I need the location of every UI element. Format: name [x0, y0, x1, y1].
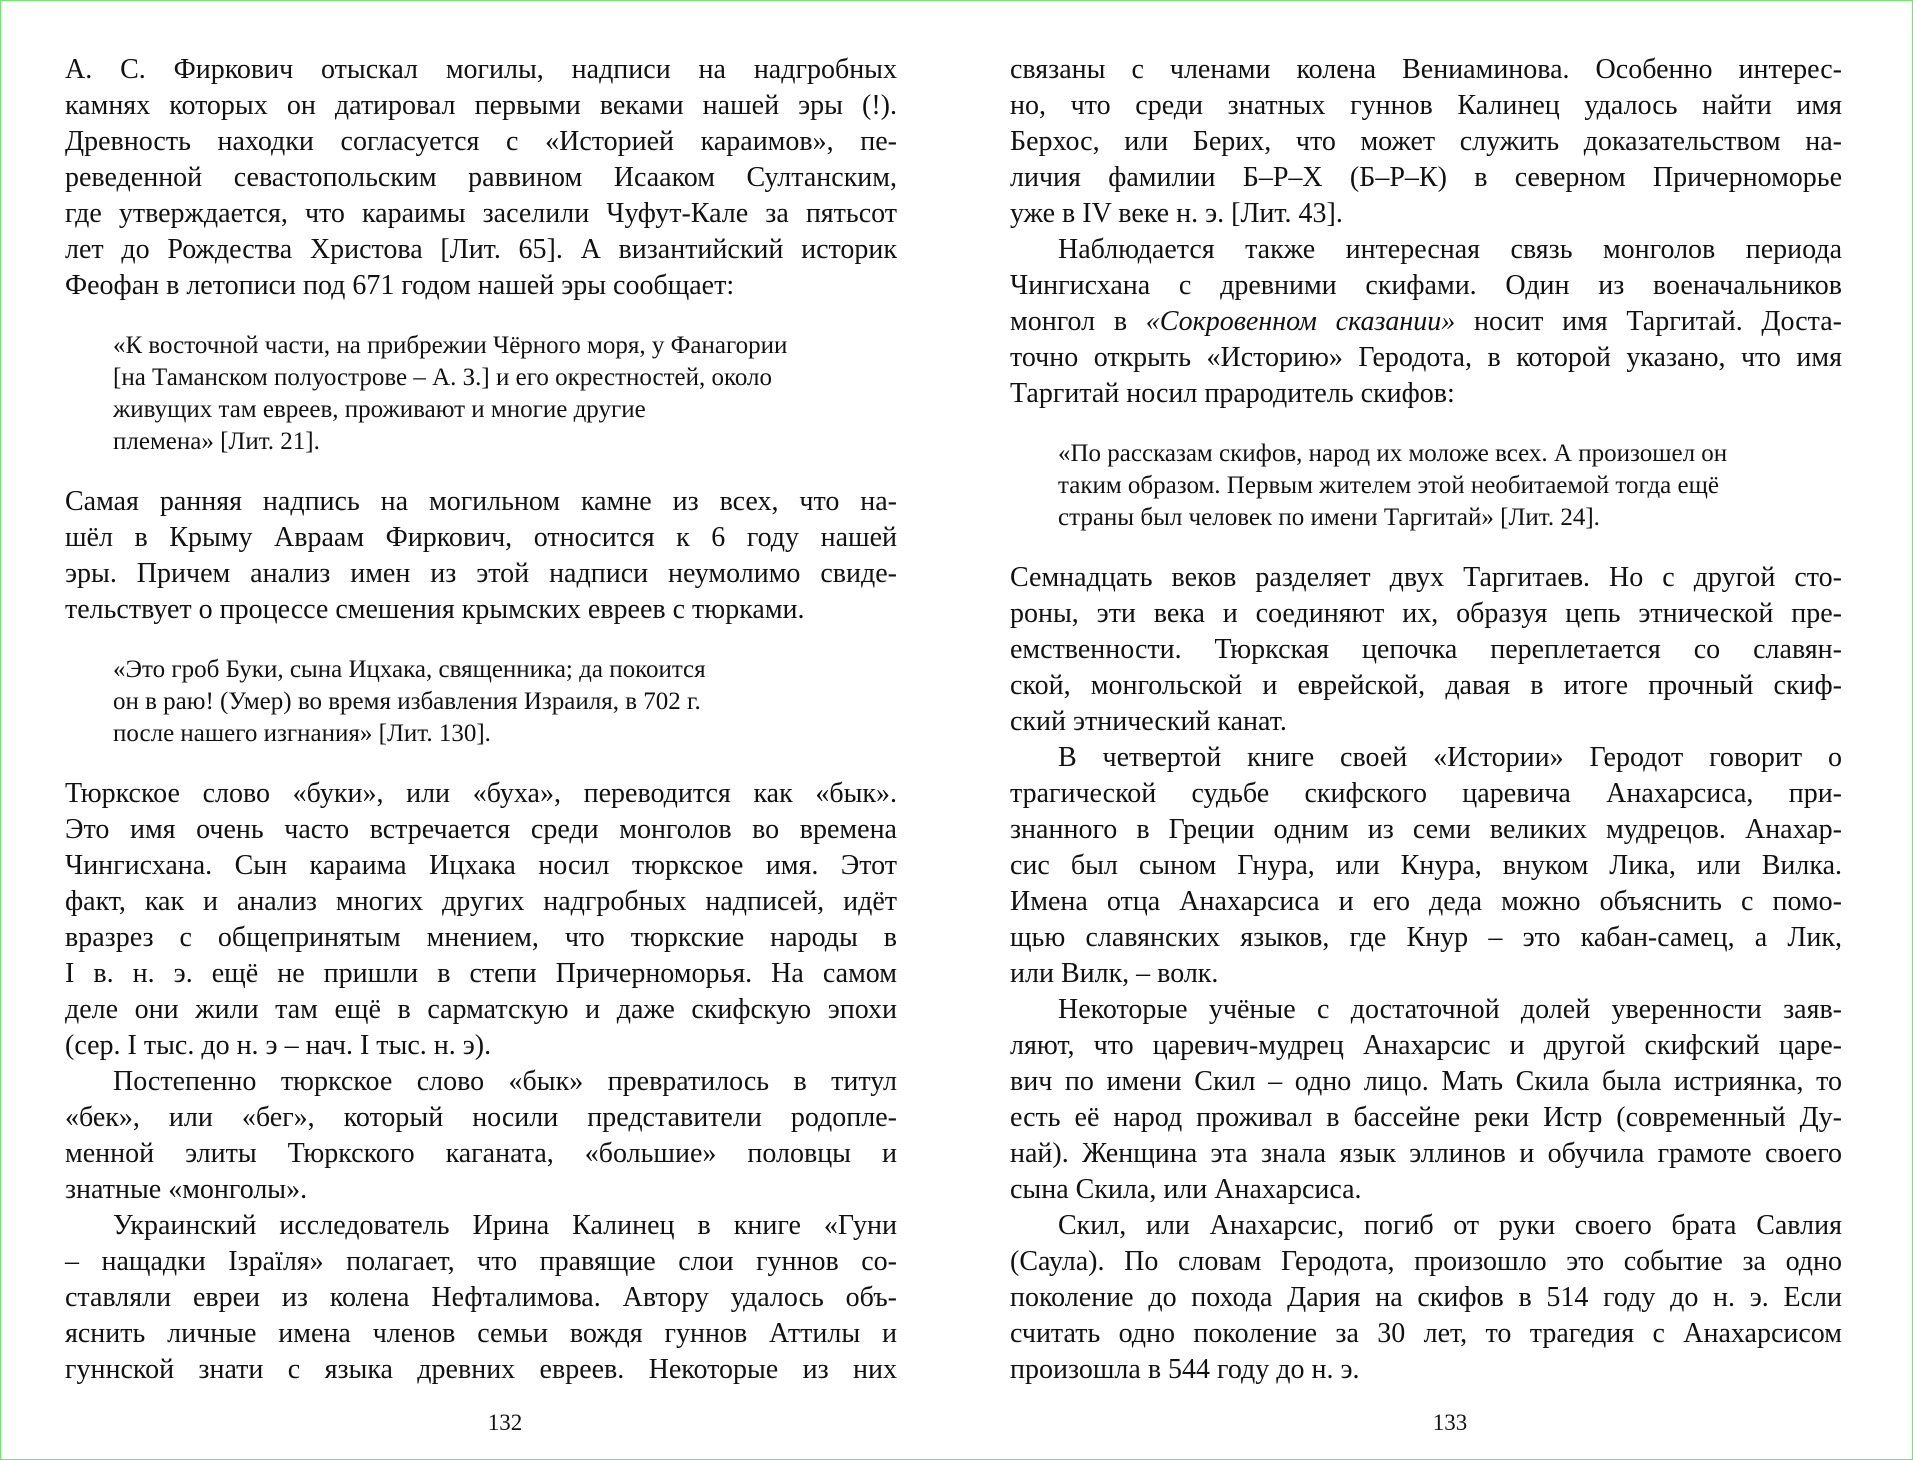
text-line — [1010, 304, 1842, 340]
text-line: вич по имени Скил – одно лицо. Мать Скила была истриянка, то — [1010, 1066, 1842, 1097]
text-line: Чингисхана с древними скифами. Один из военачальников — [1010, 270, 1842, 301]
block-quote — [1058, 438, 1842, 534]
text-line: Имена отца Анахарсиса и его деда можно объяснить с помо- — [1010, 886, 1842, 917]
text-line: Древность находки согласуется с «Историей караимов», пе- — [65, 126, 897, 157]
text-line: личия фамилии Б–Р–Х (Б–Р–К) в северном Причерноморье — [1010, 162, 1842, 193]
text-line: но, что среди знатных гуннов Калинец удалось найти имя — [1010, 90, 1842, 121]
text-line: трагической судьбе скифского царевича Анахарсиса, при- — [1010, 778, 1842, 809]
text-line: сис был сыном Гнура, или Кнура, внуком Лика, или Вилка. — [1010, 850, 1842, 881]
text-line: шёл в Крыму Авраам Фиркович, относится к 6 году нашей — [65, 522, 897, 553]
text-line: «К восточной части, на прибрежии Чёрного моря, у Фанагории — [113, 332, 788, 359]
text-line: реведенной севастопольским раввином Исааком Султанским, — [65, 162, 897, 193]
paragraph — [1010, 992, 1842, 1208]
text-line: считать одно поколение за 30 лет, то трагедия с Анахарсисом — [1010, 1318, 1842, 1349]
paragraph — [1010, 560, 1842, 740]
text-line: Наблюдается также интересная связь монголов периода — [1058, 234, 1842, 265]
left-page-text — [65, 52, 897, 1388]
text-line: тельствует о процессе смешения крымских евреев с тюрками. — [65, 594, 805, 625]
text-segment: монгол в — [1010, 306, 1146, 337]
text-line: ставляли евреи из колена Нефталимова. Автору удалось объ- — [65, 1282, 897, 1313]
text-line: он в раю! (Умер) во время избавления Израиля, в 702 г. — [113, 688, 701, 715]
text-line: – нащадки Ізраїля» полагает, что правящие слои гуннов со- — [65, 1246, 897, 1277]
text-line: Берхос, или Берих, что может служить доказательством на- — [1010, 126, 1842, 157]
text-line: яснить личные имена членов семьи вождя гуннов Аттилы и — [65, 1318, 897, 1349]
paragraph — [1010, 232, 1842, 412]
text-line: Феофан в летописи под 671 годом нашей эры сообщает: — [65, 270, 735, 301]
text-line: Чингисхана. Сын караима Ицхака носил тюркское имя. Этот — [65, 850, 897, 881]
right-page-text — [1010, 52, 1842, 1388]
text-line: най). Женщина эта знала язык эллинов и обучила грамоте своего — [1010, 1138, 1842, 1169]
text-line: Это имя очень часто встречается среди монголов во времена — [65, 814, 897, 845]
text-line: таким образом. Первым жителем этой необитаемой тогда ещё — [1058, 472, 1719, 499]
text-line: вразрез с общепринятым мнением, что тюркские народы в — [65, 922, 897, 953]
text-line: Семнадцать веков разделяет двух Таргитаев. Но с другой сто- — [1010, 562, 1842, 593]
text-line: уже в IV веке н. э. [Лит. 43]. — [1010, 198, 1343, 229]
text-line: знанного в Греции одним из семи великих мудрецов. Анахар- — [1010, 814, 1842, 845]
paragraph — [65, 1064, 897, 1208]
text-line: «По рассказам скифов, народ их моложе всех. А произошел он — [1058, 440, 1728, 467]
paragraph — [65, 484, 897, 628]
text-line: камнях которых он датировал первыми веками нашей эры (!). — [65, 90, 897, 121]
text-line: племена» [Лит. 21]. — [113, 428, 320, 455]
text-line: емственности. Тюркская цепочка переплетается со славян- — [1010, 634, 1842, 665]
paragraph — [65, 776, 897, 1064]
italic-title: «Сокровенном сказании» — [1145, 306, 1456, 337]
text-line: «Это гроб Буки, сына Ицхака, священника; да покоится — [113, 656, 706, 683]
text-line: (сер. I тыс. до н. э – нач. I тыс. н. э). — [65, 1030, 492, 1061]
text-line: Самая ранняя надпись на могильном камне из всех, что на- — [65, 486, 897, 517]
block-quote — [113, 330, 897, 458]
text-line: страны был человек по имени Таргитай» [Лит. 24]. — [1058, 504, 1600, 531]
text-line: Тюркское слово «буки», или «буха», переводится как «бык». — [65, 778, 897, 809]
paragraph — [65, 52, 897, 304]
block-quote — [113, 654, 897, 750]
paragraph — [65, 1208, 897, 1388]
text-line: щью славянских языков, где Кнур – это кабан-самец, а Лик, — [1010, 922, 1842, 953]
text-line: менной элиты Тюркского каганата, «большие» половцы и — [65, 1138, 897, 1169]
text-line: I в. н. э. ещё не пришли в степи Причерноморья. На самом — [65, 958, 897, 989]
text-segment: носит имя Таргитай. Доста- — [1455, 306, 1842, 337]
paragraph — [1010, 740, 1842, 992]
text-line: живущих там евреев, проживают и многие другие — [113, 396, 646, 423]
text-line: связаны с членами колена Вениаминова. Особенно интерес- — [1010, 54, 1842, 85]
text-line: Таргитай носил прародитель скифов: — [1010, 378, 1455, 409]
text-line: гуннской знати с языка древних евреев. Некоторые из них — [65, 1354, 897, 1385]
text-line: Скил, или Анахарсис, погиб от руки своего брата Савлия — [1058, 1210, 1842, 1241]
text-line: ской, монгольской и еврейской, давая в итоге прочный скиф- — [1010, 670, 1842, 701]
text-line: есть её народ проживал в бассейне реки Истр (современный Ду- — [1010, 1102, 1842, 1133]
text-line: В четвертой книге своей «Истории» Геродот говорит о — [1058, 742, 1842, 773]
text-line: произошла в 544 году до н. э. — [1010, 1354, 1360, 1385]
text-line: [на Таманском полуострове – А. З.] и его окрестностей, около — [113, 364, 773, 391]
page-number-left: 132 — [487, 1410, 523, 1435]
text-line: Некоторые учёные с достаточной долей уверенности заяв- — [1058, 994, 1842, 1025]
text-line: точно открыть «Историю» Геродота, в которой указано, что имя — [1010, 342, 1842, 373]
text-line: где утверждается, что караимы заселили Чуфут-Кале за пятьсот — [65, 198, 897, 229]
text-line: факт, как и анализ многих других надгробных надписей, идёт — [65, 886, 897, 917]
text-line: «бек», или «бег», который носили представители родопле- — [65, 1102, 897, 1133]
page-number-right: 133 — [1432, 1410, 1468, 1435]
paragraph — [1010, 52, 1842, 232]
text-line: ский этнический канат. — [1010, 706, 1287, 737]
text-line: А. С. Фиркович отыскал могилы, надписи на надгробных — [65, 54, 897, 85]
text-line: эры. Причем анализ имен из этой надписи неумолимо свиде- — [65, 558, 897, 589]
text-line: роны, эти века и соединяют их, образуя цепь этнической пре- — [1010, 598, 1842, 629]
text-line: поколение до похода Дария на скифов в 514 году до н. э. Если — [1010, 1282, 1842, 1313]
paragraph — [1010, 1208, 1842, 1388]
text-line: лет до Рождества Христова [Лит. 65]. А византийский историк — [65, 234, 897, 265]
text-line: после нашего изгнания» [Лит. 130]. — [113, 720, 491, 747]
text-line: или Вилк, – волк. — [1010, 958, 1219, 989]
text-line: ляют, что царевич-мудрец Анахарсис и другой скифский царе- — [1010, 1030, 1842, 1061]
text-line: знатные «монголы». — [65, 1174, 308, 1205]
text-line: Украинский исследователь Ирина Калинец в книге «Гуни — [113, 1210, 897, 1241]
text-line: (Саула). По словам Геродота, произошло это событие за одно — [1010, 1246, 1842, 1277]
text-line: сына Скила, или Анахарсиса. — [1010, 1174, 1362, 1205]
text-line: Постепенно тюркское слово «бык» превратилось в титул — [113, 1066, 897, 1097]
text-line: деле они жили там ещё в сарматскую и даже скифскую эпохи — [65, 994, 897, 1025]
